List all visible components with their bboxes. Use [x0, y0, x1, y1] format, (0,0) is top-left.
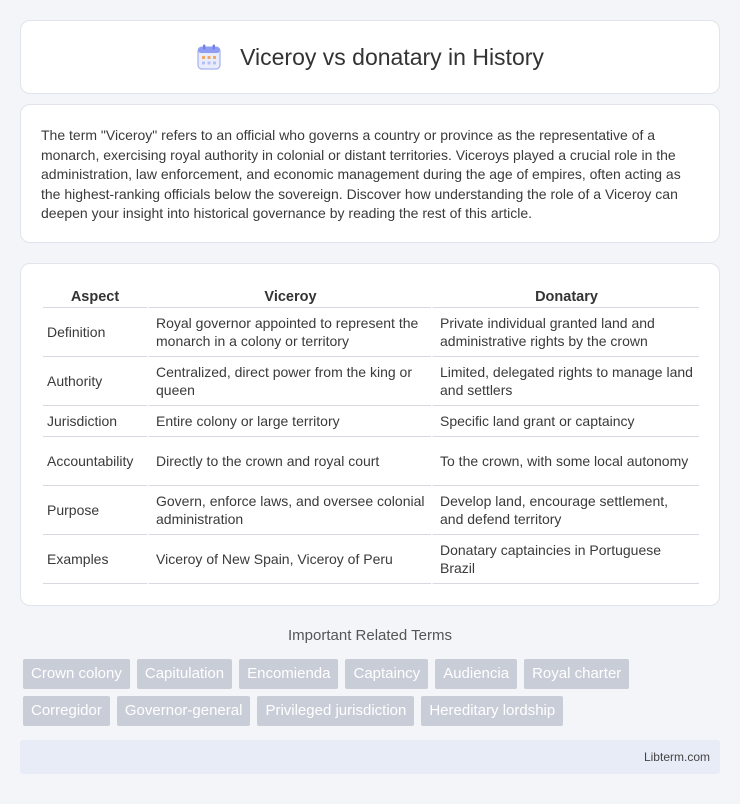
table-cell: Royal governor appointed to represent the monarch in a colony or territory: [147, 308, 431, 357]
table-cell: Definition: [43, 308, 147, 357]
comparison-table: [43, 284, 699, 584]
calendar-icon: [196, 43, 222, 71]
table-cell: Donatary captaincies in Portuguese Brazil: [431, 535, 699, 584]
table-cell: Specific land grant or captaincy: [431, 406, 699, 437]
tag-corregidor[interactable]: Corregidor: [23, 696, 110, 726]
tag-row-1: [23, 659, 723, 689]
tag-privileged-jurisdiction[interactable]: Privileged jurisdiction: [257, 696, 414, 726]
page-title: Viceroy vs donatary in History: [240, 43, 544, 70]
table-cell: Jurisdiction: [43, 406, 147, 437]
tag-audiencia[interactable]: Audiencia: [435, 659, 517, 689]
tag-captaincy[interactable]: Captaincy: [345, 659, 428, 689]
table-cell: Viceroy of New Spain, Viceroy of Peru: [147, 535, 431, 584]
site-link[interactable]: Libterm.com: [643, 750, 710, 764]
table-row: [43, 357, 699, 406]
table-cell: Govern, enforce laws, and oversee colonial administration: [147, 486, 431, 535]
comparison-table-card: [20, 263, 720, 606]
table-cell: Authority: [43, 357, 147, 406]
table-row: [43, 437, 699, 486]
tag-governor-general[interactable]: Governor-general: [117, 696, 251, 726]
tag-crown-colony[interactable]: Crown colony: [23, 659, 130, 689]
table-cell: Purpose: [43, 486, 147, 535]
table-cell: Limited, delegated rights to manage land and settlers: [431, 357, 699, 406]
header-donatary: Donatary: [431, 284, 699, 308]
table-cell: Accountability: [43, 437, 147, 486]
table-header-row: [43, 284, 699, 308]
tag-royal-charter[interactable]: Royal charter: [524, 659, 629, 689]
table-row: [43, 535, 699, 584]
intro-card: [20, 104, 720, 243]
table-cell: Private individual granted land and administrative rights by the crown: [431, 308, 699, 357]
footer-bar: [20, 740, 720, 774]
related-terms-title: Important Related Terms: [288, 627, 452, 644]
tag-hereditary-lordship[interactable]: Hereditary lordship: [421, 696, 563, 726]
header-aspect: Aspect: [43, 284, 147, 308]
table-cell: Centralized, direct power from the king or queen: [147, 357, 431, 406]
tag-row-2: [23, 696, 723, 726]
table-cell: Entire colony or large territory: [147, 406, 431, 437]
table-cell: Directly to the crown and royal court: [147, 437, 431, 486]
tag-capitulation[interactable]: Capitulation: [137, 659, 232, 689]
table-cell: Develop land, encourage settlement, and defend territory: [431, 486, 699, 535]
related-terms-tags: [23, 659, 723, 733]
intro-text: The term "Viceroy" refers to an official who governs a country or province as the representative of a monarch, exercising royal authority in colonial or distant territories. Viceroys played a crucial role in the administration, law enforcement, and economic management during the age of empires, often acting as the highest-ranking officials below the sovereign. Discover how understanding the role of a Viceroy can deepen your insight into historical governance by reading the rest of this article.: [41, 127, 681, 222]
tag-encomienda[interactable]: Encomienda: [239, 659, 338, 689]
table-row: [43, 406, 699, 437]
table-row: [43, 486, 699, 535]
table-row: [43, 308, 699, 357]
table-cell: To the crown, with some local autonomy: [431, 437, 699, 486]
header-viceroy: Viceroy: [147, 284, 431, 308]
table-cell: Examples: [43, 535, 147, 584]
header-card: [20, 20, 720, 94]
